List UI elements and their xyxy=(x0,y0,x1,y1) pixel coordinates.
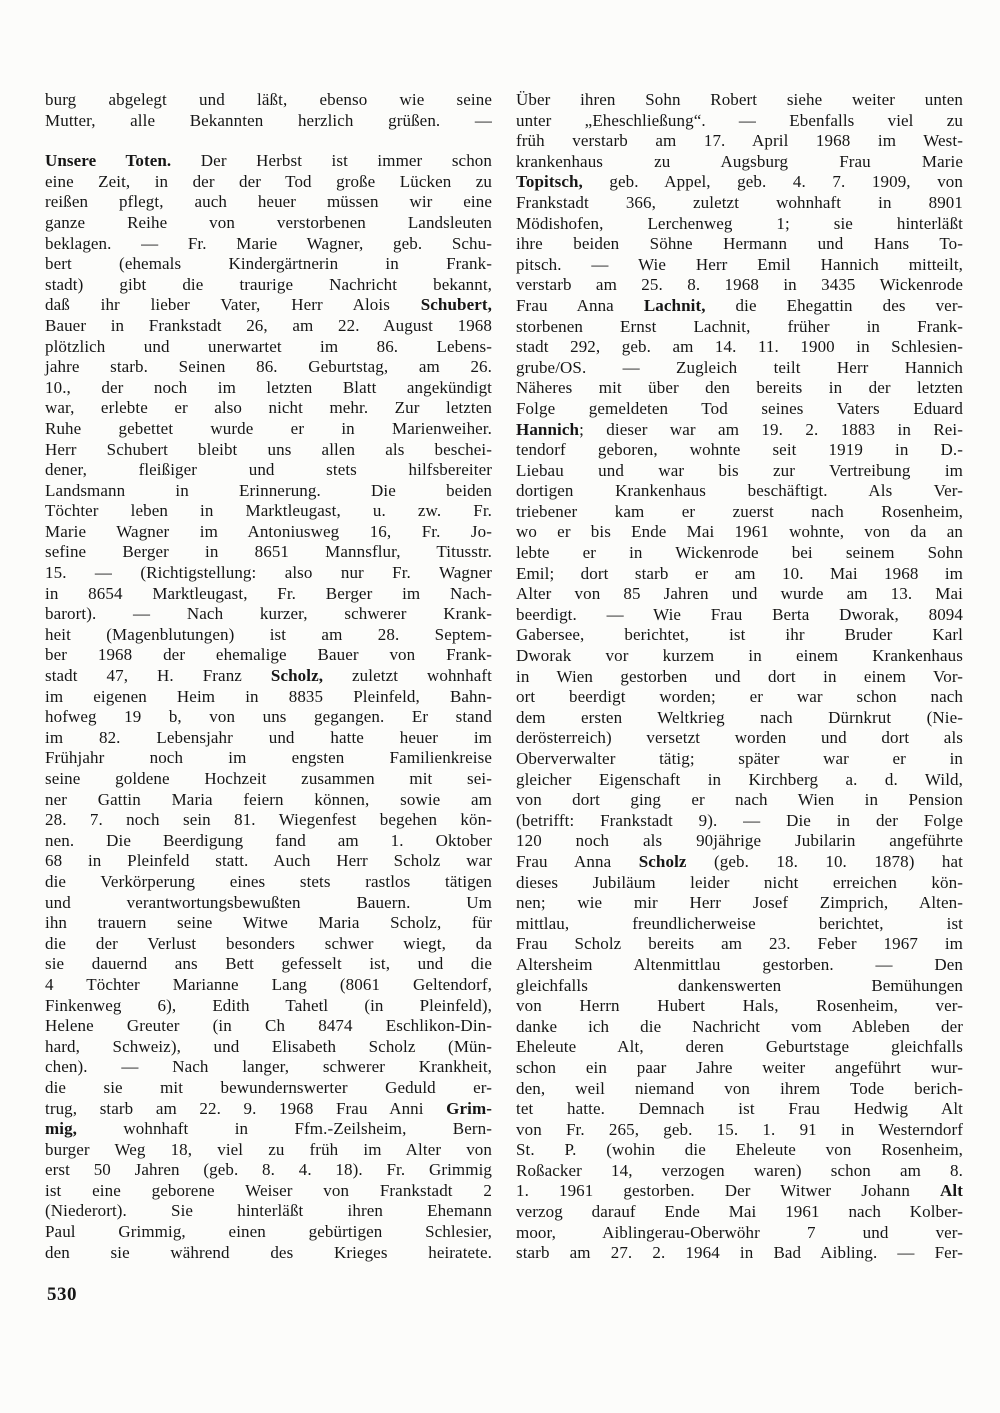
text-line: unter „Eheschließung“. — Ebenfalls viel zu xyxy=(516,110,963,130)
text-line: Frankstadt 366, zuletzt wohnhaft in 8901 xyxy=(516,192,963,212)
text-line: lebte er in Wickenrode bei seinem Sohn xyxy=(516,543,963,563)
text-line: Unsere Toten. Der Herbst ist immer schon xyxy=(45,151,492,171)
text-line: triebener kam er zuerst nach Rosenheim, xyxy=(516,501,963,521)
text-line: sie dauernd ans Bett gefesselt ist, und die xyxy=(45,954,492,974)
text-line: plötzlich und unerwartet im 86. Lebens- xyxy=(45,336,492,356)
text-line: die sie mit bewundernswerter Geduld er- xyxy=(45,1077,492,1097)
text-line: Herr Schubert bleibt uns allen als beschei- xyxy=(45,439,492,459)
text-line: wo er bis Ende Mai 1961 wohnte, von da an xyxy=(516,522,963,542)
text-line: ihn trauern seine Witwe Maria Scholz, für xyxy=(45,913,492,933)
text-line: Ruhe gebettet wurde er in Marienweiher. xyxy=(45,418,492,438)
text-line: Folge gemeldeten Tod seines Vaters Eduard xyxy=(516,398,963,418)
text-line: storbenen Ernst Lachnit, früher in Frank- xyxy=(516,316,963,336)
text-line: in 8654 Marktleugast, Fr. Berger im Nach- xyxy=(45,583,492,603)
text-line: nen; wie mir Herr Josef Zimprich, Alten- xyxy=(516,893,963,913)
text-line: hard, Schweiz), und Elisabeth Scholz (Mün- xyxy=(45,1036,492,1056)
text-line: hofweg 19 b, von uns gegangen. Er stand xyxy=(45,707,492,727)
text-line: Roßacker 14, verzogen waren) schon am 8. xyxy=(516,1160,963,1180)
text-line: 1. 1961 gestorben. Der Witwer Johann Alt xyxy=(516,1181,963,1201)
text-line: in Wien gestorben und dort in einem Vor- xyxy=(516,666,963,686)
text-line: Frau Scholz bereits am 23. Feber 1967 im xyxy=(516,934,963,954)
right-column xyxy=(516,90,963,1264)
text-line: im 82. Lebensjahr und hatte heuer im xyxy=(45,727,492,747)
text-line: den, weil niemand von ihrem Tode berich- xyxy=(516,1078,963,1098)
text-line: ort beerdigt worden; er war schon nach xyxy=(516,687,963,707)
text-line: ber 1968 der ehemalige Bauer von Frank- xyxy=(45,645,492,665)
text-line: jahre starb. Seinen 86. Geburtstag, am 26. xyxy=(45,357,492,377)
text-line: chen). — Nach langer, schwerer Krankheit, xyxy=(45,1057,492,1077)
left-column xyxy=(45,90,492,1264)
text-line: tet hatte. Demnach ist Frau Hedwig Alt xyxy=(516,1099,963,1119)
text-line: Altersheim Altenmittlau gestorben. — Den xyxy=(516,954,963,974)
text-line: Alter von 85 Jahren und wurde am 13. Mai xyxy=(516,584,963,604)
text-line: Frau Anna Lachnit, die Ehegattin des ver- xyxy=(516,295,964,315)
text-line: grube/OS. — Zugleich teilt Herr Hannich xyxy=(516,357,963,377)
text-line: die Verkörperung eines stets rastlos tätigen xyxy=(45,871,492,891)
text-line: gleichfalls dankenswerten Bemühungen xyxy=(516,975,963,995)
text-line: krankenhaus zu Augsburg Frau Marie xyxy=(516,151,963,171)
text-line: starb am 27. 2. 1964 in Bad Aibling. — Fer- xyxy=(516,1243,963,1263)
text-line: Paul Grimmig, einen gebürtigen Schlesier, xyxy=(45,1222,492,1242)
text-line: (Niederort). Sie hinterläßt ihren Ehemann xyxy=(45,1201,492,1221)
text-line: mittlau, freundlicherweise berichtet, ist xyxy=(516,913,963,933)
text-line: erst 50 Jahren (geb. 8. 4. 18). Fr. Grimmig xyxy=(45,1160,492,1180)
text-line: trug, starb am 22. 9. 1968 Frau Anni Grim- xyxy=(45,1098,492,1118)
text-line: Über ihren Sohn Robert siehe weiter unten xyxy=(516,90,963,109)
text-line: Mutter, alle Bekannten herzlich grüßen. — xyxy=(45,110,492,130)
text-line: und verantwortungsbewußten Bauern. Um xyxy=(45,892,492,912)
text-line: nen. Die Beerdigung fand am 1. Oktober xyxy=(45,830,492,850)
text-line: Frau Anna Scholz (geb. 18. 10. 1878) hat xyxy=(516,851,963,871)
text-line: 68 in Pleinfeld statt. Auch Herr Scholz war xyxy=(45,851,492,871)
text-line: Marie Wagner im Antoniusweg 16, Fr. Jo- xyxy=(45,521,492,541)
text-line: früh verstarb am 17. April 1968 im West- xyxy=(516,131,963,151)
text-line: ganze Reihe von verstorbenen Landsleuten xyxy=(45,212,492,232)
text-line: beerdigt. — Wie Frau Berta Dworak, 8094 xyxy=(516,604,963,624)
text-line: verstarb am 25. 8. 1968 in 3435 Wickenrode xyxy=(516,275,963,295)
text-line: dortigen Krankenhaus beschäftigt. Als Ver- xyxy=(516,481,963,501)
text-line: Finkenweg 6), Edith Tahetl (in Pleinfeld), xyxy=(45,995,492,1015)
text-line: schon ein paar Jahre weiter angeführt wur- xyxy=(516,1057,963,1077)
text-line: derösterreich) versetzt worden und dort als xyxy=(516,728,963,748)
text-line: dieses Jubiläum leider nicht erreichen kön- xyxy=(516,872,963,892)
text-line: gleicher Eigenschaft in Kirchberg a. d. Wild, xyxy=(516,769,963,789)
text-line: Töchter leben in Marktleugast, u. zw. Fr. xyxy=(45,501,492,521)
text-line: den sie während des Krieges heiratete. xyxy=(45,1242,492,1262)
text-line: Mödishofen, Lerchenweg 1; sie hinterläßt xyxy=(516,213,963,233)
text-line: stadt 47, H. Franz Scholz, zuletzt wohnhaft xyxy=(45,666,492,686)
text-line: im eigenen Heim in 8835 Pleinfeld, Bahn- xyxy=(45,686,492,706)
text-line: Oberverwalter tätig; später war er in xyxy=(516,749,963,768)
text-line: Bauer in Frankstadt 26, am 22. August 1968 xyxy=(45,315,492,335)
text-line: beklagen. — Fr. Marie Wagner, geb. Schu- xyxy=(45,233,492,253)
text-line: von dort ging er nach Wien in Pension xyxy=(516,790,963,810)
text-line: Topitsch, geb. Appel, geb. 4. 7. 1909, von xyxy=(516,172,963,192)
text-line: daß ihr lieber Vater, Herr Alois Schubert, xyxy=(45,295,492,315)
text-line: stadt 292, geb. am 14. 11. 1900 in Schlesien- xyxy=(516,337,963,357)
text-line: Dworak vor kurzem in einem Krankenhaus xyxy=(516,646,963,666)
paragraph xyxy=(516,90,963,1264)
text-line: ner Gattin Maria feiern können, sowie am xyxy=(45,789,492,809)
text-line: von Fr. 265, geb. 15. 1. 91 in Westerndorf xyxy=(516,1119,963,1139)
text-line: Eheleute Alt, deren Geburtstage gleichfalls xyxy=(516,1037,963,1057)
text-line: barort). — Nach kurzer, schwerer Krank- xyxy=(45,604,492,624)
text-line: ihre beiden Söhne Hermann und Hans To- xyxy=(516,234,963,254)
text-line: Frühjahr noch im engsten Familienkreise xyxy=(45,748,492,768)
text-line: (betrifft: Frankstadt 9). — Die in der Folge xyxy=(516,810,963,830)
text-line: 4 Töchter Marianne Lang (8061 Geltendorf, xyxy=(45,974,492,994)
text-line: 10., der noch im letzten Blatt angekündigt xyxy=(45,377,492,397)
text-line: sefine Berger in 8651 Mannsflur, Titusstr. xyxy=(45,542,492,562)
text-line: war, erlebte er also nicht mehr. Zur letzten xyxy=(45,398,492,418)
text-line: burger Weg 18, viel zu früh im Alter von xyxy=(45,1139,492,1159)
text-line: pitsch. — Wie Herr Emil Hannich mitteilt, xyxy=(516,254,963,274)
paragraph xyxy=(45,151,492,1263)
text-line: die der Verlust besonders schwer wiegt, da xyxy=(45,933,492,953)
text-line: Näheres mit über den bereits in der letzten xyxy=(516,378,963,398)
text-line: heit (Magenblutungen) ist am 28. Septem- xyxy=(45,624,492,644)
text-line: danke ich die Nachricht vom Ableben der xyxy=(516,1016,963,1036)
paragraph xyxy=(45,90,492,131)
text-line: seine goldene Hochzeit zusammen mit sei- xyxy=(45,769,492,788)
page-number: 530 xyxy=(47,1284,77,1305)
text-line: ist eine geborene Weiser von Frankstadt 2 xyxy=(45,1180,492,1200)
text-line: Emil; dort starb er am 10. Mai 1968 im xyxy=(516,563,963,583)
text-line: von Herrn Hubert Hals, Rosenheim, ver- xyxy=(516,996,963,1016)
text-line: Helene Greuter (in Ch 8474 Eschlikon-Din- xyxy=(45,1016,492,1036)
text-line: verzog darauf Ende Mai 1961 nach Kolber- xyxy=(516,1202,963,1222)
text-line: Hannich; dieser war am 19. 2. 1883 in Rei- xyxy=(516,419,963,439)
text-line: eine Zeit, in der der Tod große Lücken zu xyxy=(45,171,492,191)
text-line: moor, Aiblingerau-Oberwöhr 7 und ver- xyxy=(516,1222,963,1242)
text-line: stadt) gibt die traurige Nachricht bekannt, xyxy=(45,274,492,294)
text-line: bert (ehemals Kindergärtnerin in Frank- xyxy=(45,254,492,274)
text-line: reißen pflegt, auch heuer müssen wir eine xyxy=(45,192,492,212)
text-line: dem ersten Weltkrieg nach Dürnkrut (Nie- xyxy=(516,707,963,727)
text-line: Landsmann in Erinnerung. Die beiden xyxy=(45,480,492,500)
text-line: Gabersee, berichtet, ist ihr Bruder Karl xyxy=(516,625,963,645)
text-line: tendorf geboren, wohnte seit 1919 in D.- xyxy=(516,440,963,460)
text-line: 15. — (Richtigstellung: also nur Fr. Wagner xyxy=(45,563,492,583)
text-line: 28. 7. noch sein 81. Wiegenfest begehen kön- xyxy=(45,810,492,830)
text-line: St. P. (wohin die Eheleute von Rosenheim, xyxy=(516,1140,963,1160)
text-line: burg abgelegt und läßt, ebenso wie seine xyxy=(45,90,492,109)
text-line: dener, fleißiger und stets hilfsbereiter xyxy=(45,460,492,480)
text-line: Liebau und war bis zur Vertreibung im xyxy=(516,460,963,480)
text-line: 120 noch als 90jährige Jubilarin angeführte xyxy=(516,831,963,851)
text-line: mig, wohnhaft in Ffm.-Zeilsheim, Bern- xyxy=(45,1119,492,1139)
